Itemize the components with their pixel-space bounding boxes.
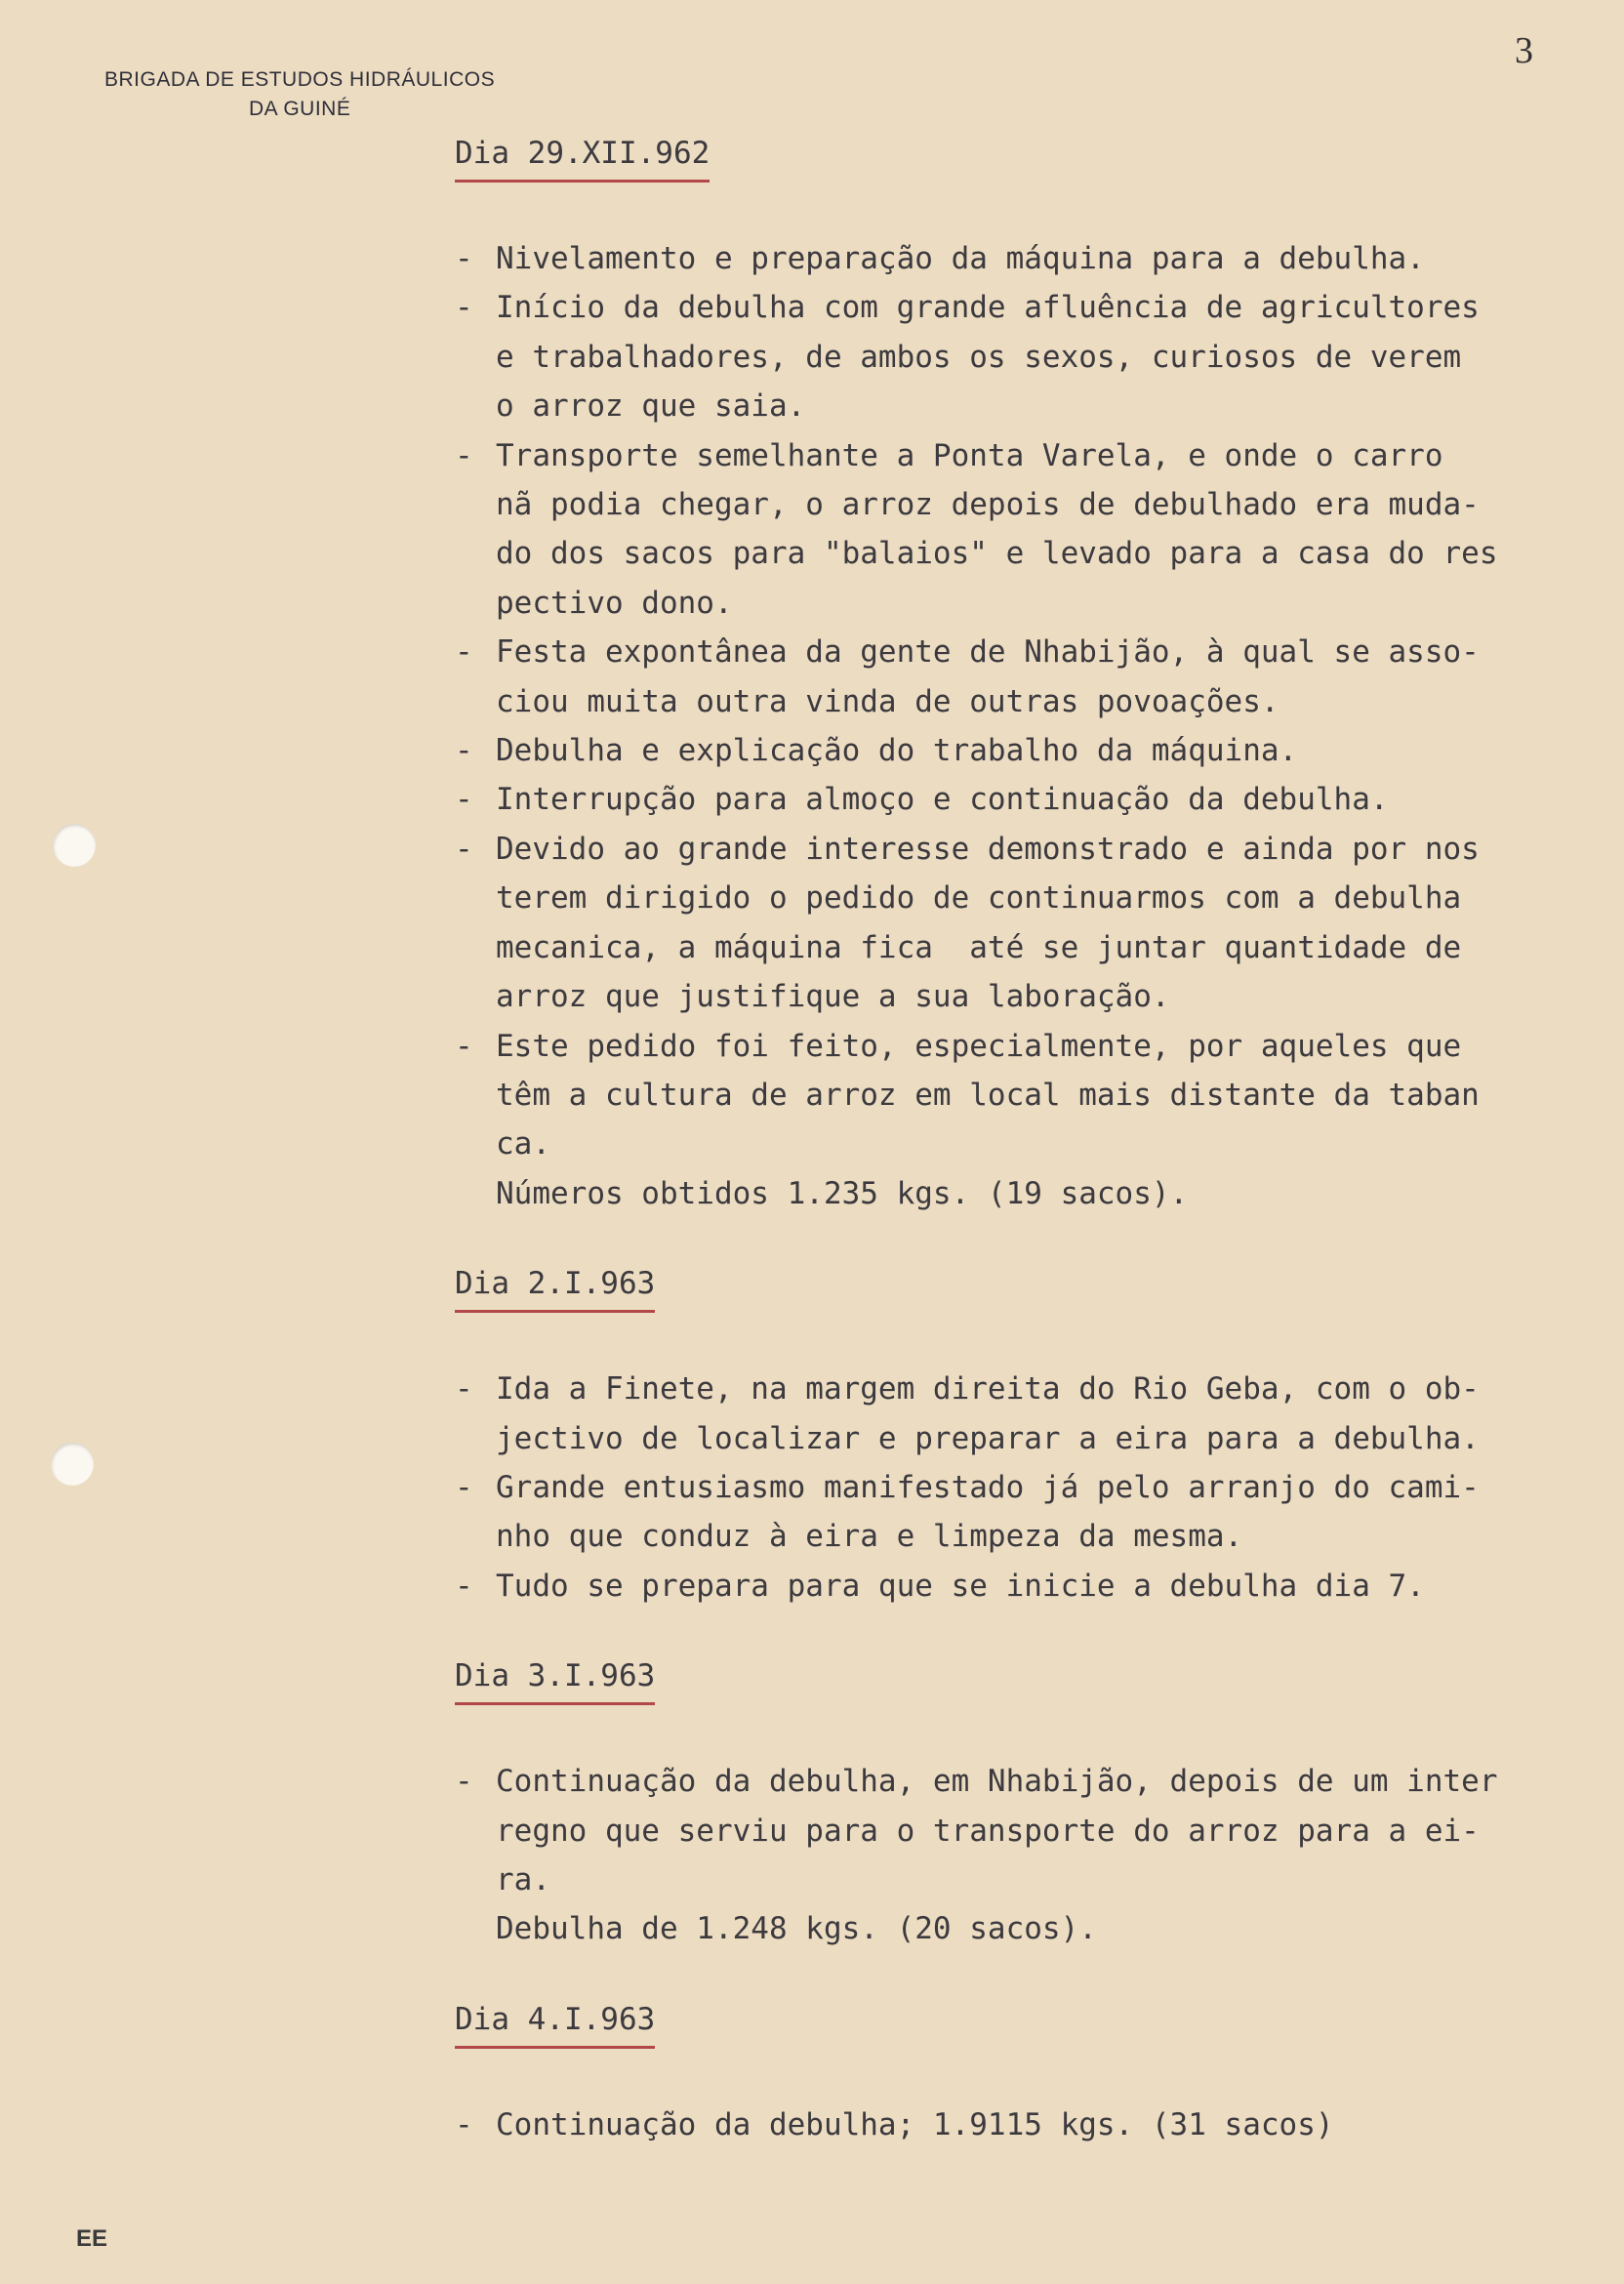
entry-line bbox=[455, 1757, 1606, 1806]
entry-line bbox=[455, 1120, 1606, 1168]
entry-text: pectivo dono. bbox=[496, 585, 733, 621]
entry-line bbox=[455, 726, 1606, 775]
entry-text: Números obtidos 1.235 kgs. (19 sacos). bbox=[496, 1175, 1189, 1211]
entry-line bbox=[455, 431, 1606, 480]
entry-line bbox=[455, 1365, 1606, 1413]
letterhead bbox=[104, 68, 495, 121]
bullet-dash: - bbox=[455, 733, 473, 769]
bullet-dash: - bbox=[455, 290, 473, 326]
entry-text: Festa expontânea da gente de Nhabijão, à qual se asso- bbox=[496, 634, 1480, 671]
bullet-dash: - bbox=[455, 1469, 473, 1505]
entry-line bbox=[455, 1904, 1606, 1953]
diary-entry-section bbox=[455, 1652, 1606, 1954]
entry-list bbox=[455, 1757, 1606, 1954]
entry-line bbox=[455, 825, 1606, 874]
date-heading: Dia 3.I.963 bbox=[455, 1652, 655, 1705]
entry-text: Debulha e explicação do trabalho da máquina. bbox=[496, 733, 1298, 769]
entry-line bbox=[455, 1562, 1606, 1611]
diary-entry-section bbox=[455, 129, 1606, 1218]
entry-text: nho que conduz à eira e limpeza da mesma. bbox=[496, 1519, 1243, 1555]
entry-text: regno que serviu para o transporte do arroz para a ei- bbox=[496, 1813, 1480, 1849]
bullet-dash: - bbox=[455, 831, 473, 867]
punch-hole-top bbox=[53, 824, 96, 867]
date-heading: Dia 4.I.963 bbox=[455, 1995, 655, 2049]
entry-line bbox=[455, 1071, 1606, 1120]
entry-list bbox=[455, 2100, 1606, 2149]
entry-line bbox=[455, 1512, 1606, 1561]
entry-text: Debulha de 1.248 kgs. (20 sacos). bbox=[496, 1911, 1097, 1947]
entry-text: ciou muita outra vinda de outras povoações. bbox=[496, 683, 1279, 719]
entry-line bbox=[455, 1414, 1606, 1463]
entry-line bbox=[455, 1169, 1606, 1218]
entry-line bbox=[455, 529, 1606, 578]
entry-text: Grande entusiasmo manifestado já pelo arranjo do cami- bbox=[496, 1469, 1480, 1505]
footer-mark: EE bbox=[76, 2225, 108, 2252]
entry-text: ca. bbox=[496, 1126, 550, 1162]
entry-text: Devido ao grande interesse demonstrado e ainda por nos bbox=[496, 831, 1480, 867]
entry-line bbox=[455, 1463, 1606, 1512]
entry-text: e trabalhadores, de ambos os sexos, curiosos de verem bbox=[496, 339, 1462, 375]
entry-line bbox=[455, 333, 1606, 382]
bullet-dash: - bbox=[455, 782, 473, 818]
entry-line bbox=[455, 775, 1606, 824]
bullet-dash: - bbox=[455, 241, 473, 276]
document-body bbox=[455, 129, 1606, 2190]
entry-text: Tudo se prepara para que se inicie a debulha dia 7. bbox=[496, 1568, 1425, 1604]
entry-text: Nivelamento e preparação da máquina para a debulha. bbox=[496, 241, 1425, 276]
bullet-dash: - bbox=[455, 1371, 473, 1407]
date-heading: Dia 29.XII.962 bbox=[455, 129, 710, 183]
entry-text: Interrupção para almoço e continuação da debulha. bbox=[496, 782, 1389, 818]
entry-line bbox=[455, 1022, 1606, 1071]
diary-entry-section bbox=[455, 1259, 1606, 1611]
entry-text: Início da debulha com grande afluência de agricultores bbox=[496, 290, 1480, 326]
bullet-dash: - bbox=[455, 1764, 473, 1800]
bullet-dash: - bbox=[455, 1568, 473, 1604]
entry-line bbox=[455, 1856, 1606, 1904]
entry-text: mecanica, a máquina fica até se juntar quantidade de bbox=[496, 929, 1462, 965]
entry-text: Este pedido foi feito, especialmente, por aqueles que bbox=[496, 1028, 1462, 1064]
entry-line bbox=[455, 677, 1606, 726]
date-heading: Dia 2.I.963 bbox=[455, 1259, 655, 1313]
entry-text: Continuação da debulha, em Nhabijão, depois de um inter bbox=[496, 1764, 1498, 1800]
entry-text: terem dirigido o pedido de continuarmos com a debulha bbox=[496, 880, 1462, 917]
entry-line bbox=[455, 2100, 1606, 2149]
bullet-dash: - bbox=[455, 634, 473, 671]
entry-text: Transporte semelhante a Ponta Varela, e onde o carro bbox=[496, 437, 1443, 473]
entry-line bbox=[455, 1807, 1606, 1856]
bullet-dash: - bbox=[455, 1028, 473, 1064]
entry-list bbox=[455, 234, 1606, 1218]
bullet-dash: - bbox=[455, 2106, 473, 2142]
letterhead-line-1: BRIGADA DE ESTUDOS HIDRÁULICOS bbox=[104, 68, 496, 91]
entry-text: Ida a Finete, na margem direita do Rio Geba, com o ob- bbox=[496, 1371, 1480, 1407]
entry-text: jectivo de localizar e preparar a eira para a debulha. bbox=[496, 1420, 1480, 1456]
entry-line bbox=[455, 923, 1606, 972]
bullet-dash: - bbox=[455, 437, 473, 473]
letterhead-line-2: DA GUINÉ bbox=[249, 98, 351, 120]
entry-line bbox=[455, 579, 1606, 628]
entry-text: Continuação da debulha; 1.9115 kgs. (31 sacos) bbox=[496, 2106, 1334, 2142]
entry-line bbox=[455, 382, 1606, 430]
entry-line bbox=[455, 480, 1606, 529]
entry-text: o arroz que saia. bbox=[496, 388, 806, 425]
entry-line bbox=[455, 628, 1606, 676]
entry-text: do dos sacos para "balaios" e levado para a casa do res bbox=[496, 536, 1498, 572]
punch-hole-bottom bbox=[51, 1443, 94, 1486]
entry-line bbox=[455, 972, 1606, 1021]
entry-text: nã podia chegar, o arroz depois de debulhado era muda- bbox=[496, 487, 1480, 523]
entry-text: ra. bbox=[496, 1861, 550, 1897]
entry-line bbox=[455, 234, 1606, 283]
entry-list bbox=[455, 1365, 1606, 1611]
diary-entry-section bbox=[455, 1995, 1606, 2149]
entry-line bbox=[455, 283, 1606, 332]
entry-text: arroz que justifique a sua laboração. bbox=[496, 979, 1170, 1015]
page-number: 3 bbox=[1515, 30, 1533, 71]
entry-text: têm a cultura de arroz em local mais distante da taban bbox=[496, 1077, 1480, 1113]
entry-line bbox=[455, 874, 1606, 922]
